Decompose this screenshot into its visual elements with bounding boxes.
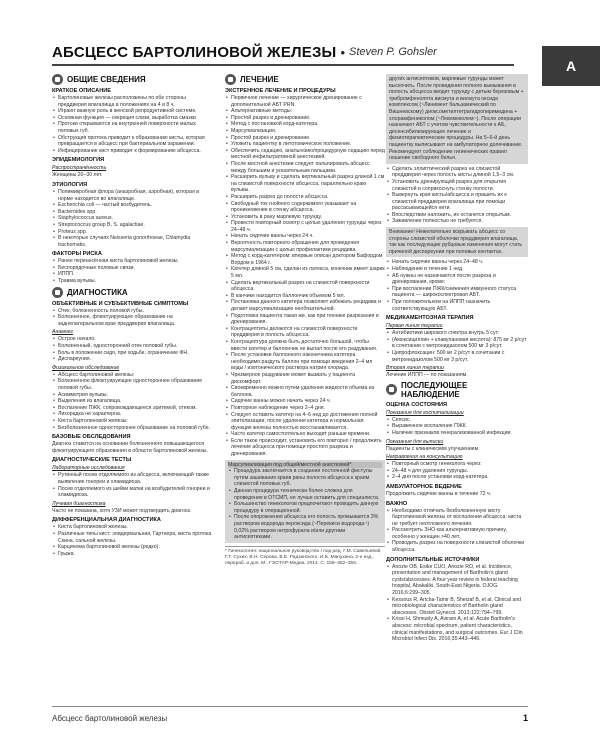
hospitalization-list [386,417,528,437]
list-item: • Альтернативные методы: [231,108,385,115]
steps-list [225,135,385,254]
list-item: • Обеспечить седацию, анальгезию/процедурную седацию перед местной инфильтративной анестезией. [231,148,385,161]
list-item: • Беспорядочные половые связи. [58,265,212,272]
anamnesis-list [52,336,212,362]
list-item: • Следует оставить катетер на 4–6 нед до достижения полной эпителизации; после удаления катетера и нормальная функция железы полностью восстанавливается. [231,412,385,432]
alphabet-tab: А [542,46,600,86]
list-item: • Метод с корд-катетером: впервые описан доктором Бафордом Вордом в 1964 г. [231,253,385,266]
footer-title: Абсцесс бартолиновой железы [52,714,168,723]
list-item: • Krissi H, Shmuely A, Aviram A, et al. Acute Bartholin's abscess: microbial spectrum, patient characteristics, clinical manifestations, and surgical outcomes. Eur J Clin Microbiol Infect Dis. 2016;35:443–446. [392,616,528,642]
column-1 [52,72,212,692]
subheading-hospitalization: Показания для госпитализации [386,409,464,416]
list-item: • Расширить разрез до полости абсцесса. [231,194,385,201]
paragraph: Пациенты с клиническим улучшением. [386,445,480,452]
list-item: • Anozie OB, Esike CUO, Anozie RO, et al. Incidence, presentation and management of Bartholin's gland cysts/abscesses: A four year review in federal teaching hospital, Abakaliki, South-East Nigeria. OJOG. 2016;6:299–305. [392,564,528,597]
list-item: • Протоки открываются на внутренней поверхности малых половых губ. [58,121,212,134]
list-item: • Абсцесс бартолиновой железы: [58,372,212,379]
list-item: • Необходимо отличать безболезненную кисту бартолиновой железы от воспаления абсцесса; киста не требует неотложного лечения. [392,508,528,528]
column-2 [225,72,385,692]
list-item: • Начать сидячие ванны через 24–48 ч. [392,259,528,266]
list-item: • После местной анестезии следует пальпировать абсцесс между большим и указательным пальцами. [231,161,385,174]
list-item: • Киста бартолиновой железы: [58,418,212,425]
list-item: • Сделать вертикальный разрез на слизистой поверхности абсцесса. [231,280,385,293]
list-item: • Обструкция протока приводит к образованию кисты, которая превращается в абсцесс при бактериальном заражении. [58,135,212,148]
section-title: ПОСЛЕДУЮЩЕЕ НАБЛЮДЕНИЕ [401,380,468,399]
list-item: • Своевременно можно путем удаления жидкости объема из баллона. [231,385,385,398]
heading-references: ДОПОЛНИТЕЛЬНЫЕ ИСТОЧНИКИ [386,556,480,563]
list-item: • Основная функция — секреция слизи, выработка смазки. [58,115,212,122]
after-list [386,259,528,312]
title-bar [52,40,514,66]
list-item: • Staphylococcus aureus. [58,215,212,222]
list-item: • Proteus spp. [58,229,212,236]
list-item: • Рассмотреть ЗНО как альтернативную причину, особенно у женщин >40 лет. [392,527,528,540]
list-item: • При воспалении ПЖК/снижения иммунного статуса пациента — широкоспектровая АБТ. [392,286,528,299]
list-item: • Свободный ток гнойного содержимого указывает на проникновение в стенку абсцесса. [231,201,385,214]
paragraph: Лечение ИППП — по показаниям. [386,372,468,379]
title-separator: • [340,44,345,60]
list-item: • Контрацептура должна быть достаточно большой, чтобы ввести катетер и баллончик не выпал после его раздувания. [231,339,385,352]
heading-short-description: КРАТКОЕ ОПИСАНИЕ [52,88,112,94]
section-diagnostics [52,287,212,298]
heading-urgent: ЭКСТРЕННОЕ ЛЕЧЕНИЕ И ПРОЦЕДУРЫ [225,88,336,94]
heading-important: ВАЖНО [386,500,408,507]
list-item: • При положительном на ИППП назначить соответствующую АБТ. [392,299,528,312]
list-item: • В канчике находится баллончик объемом 5 мл. [231,293,385,300]
section-follow-up [386,381,528,399]
list-item: • Подготовка пациента такая же, как при технике разрезания и дренирования. [231,313,385,326]
list-item: • Болезненное, флюктуирующее образование на заднелатеральном крае преддверия влагалища. [58,314,212,327]
continuation-box [386,74,528,164]
list-item: • Уложить пациентку в литотомическое положение. [231,141,385,148]
section-icon [52,74,63,85]
urgent-list [225,95,385,135]
list-item: • Лихорадка не характерна. [58,411,212,418]
risk-list [52,258,212,284]
list-item: • Антибиотики широкого спектра внутрь 5 сут: [392,330,528,337]
list-item: • Посев отделяемого из шейки матки на возбудителей гонореи и хламидиоза. [58,486,212,499]
paragraph: Диагноз ставится на основании болезненного повышающегося флюктуирующего образования в области бартолиновой железы. [52,441,208,454]
heading-ambulatory: АМБУЛАТОРНОЕ ВЕДЕНИЕ [386,483,462,490]
marsupialization-box [225,460,385,543]
paragraph: Часто не показана, хотя УЗИ может подтвердить диагноз. [52,507,192,514]
list-item: • АБ нужны не назначаются после разреза и дренирования, кроме: [392,273,528,286]
list-item: • Начать сидячие ванны через 24 ч. [231,233,385,240]
marsupialization-list [228,468,382,541]
list-item: • Сделать эллиптический разрез на слизистой преддверия через полость кисты длиной 1,5–3 см. [392,166,528,179]
page-footer [52,706,528,723]
list-item: • Bacteroides spp. [58,209,212,216]
section-general [52,74,212,85]
subheading-consultation: Направления на консультацию [386,454,463,461]
author-name: Steven P. Gohsler [349,46,437,58]
symptoms-list [52,308,212,328]
page-title: АБСЦЕСС БАРТОЛИНОВОЙ ЖЕЛЕЗЫ [52,43,337,61]
list-item: • Ранее перенесённая киста бартолиновой железы. [58,258,212,265]
list-item: • Kessous R, Aricha-Tamir B, Sheizaf B, et al. Clinical and microbiological characteristics of Bartholin gland abscesses. Obstet Gynecol. 2013;122:794–799. [392,597,528,617]
etiology-list [52,189,212,248]
list-item: • ИППП. [58,271,212,278]
heading-epidemiology: ЭПИДЕМИОЛОГИЯ [52,157,105,164]
footnote: * Гинекология: национальное руководство / под ред. Г.М. Савельевой, Г.Т. Сухих, В.Н. Серова, В.Е. Радзинского, И.Б. Манухина. 2-е изд., перераб. и доп. М.: ГЭОТАР-Медиа, 2014. С. 158–352–355. [225,546,385,567]
list-item: • Ципрофлоксацин: 500 мг 2 р/сут в сочетании с метронидазолом 500 мг 3 р/сут. [392,350,528,363]
list-item: • Грыжа. [58,551,212,558]
list-item: • Выраженное воспаление ПЖК. [392,423,528,430]
subheading-anamnesis: Анамнез [52,329,73,336]
section-icon [52,287,63,298]
heading-tests: ДИАГНОСТИЧЕСКИЕ ТЕСТЫ [52,457,132,464]
list-item: • После установки баллонного наконечника катетера необходимо раздуть баллон при помощи введения 2–4 мл воды / изотонического раствора натрия хлорида. [231,352,385,372]
section-title: ЛЕЧЕНИЕ [240,75,279,84]
subheading-discharge: Показания для выписки [386,438,444,445]
heading-base-exams: БАЗОВЫЕ ОБСЛЕДОВАНИЯ [52,434,131,441]
list-item: • Безболезненное одностороннее образование на половой губе. [58,425,212,432]
list-item: • 2–4 дня после установки корд-катетера. [392,474,528,481]
paragraph: других антисептиков, марлевые турунды может выскочить. После проведения полного вымывания в полость абсцесса вводят турунду с детым березовым + трибромфенолята висмута и висмута оксида комплексом (~Линимент бальзамический по Вишневскому) диоксометилтетрагидропиримидина + хлорамфениколом (~Левомеколем~). После операции назначают АБТ с учетом чувствительности к АБ, десенсибилизирующее лечение и физиотерапевтические процедуры. На 5–6-й день пациентку выписывают на амбулаторное долечивание. Рекомендуют соблюдение гигиенических правил ношение свободного белья. [389,76,524,162]
column-3 [386,72,528,692]
list-item: • Сепсис. [392,417,528,424]
list-item: • Escherichia coli — частый возбудитель. [58,202,212,209]
list-item: • Различные типы кист: эпидермальная, Гартнера, киста протока Скина, сальной железы. [58,531,212,544]
list-item: • Повторное наблюдение через 2–4 дня. [231,405,385,412]
list-item: • Острое начало. [58,336,212,343]
list-item: • Марсупиализация. [231,128,385,135]
list-item: • Заживление полностью не требуется. [392,218,528,225]
list-item: • Простой разрез и дренирование. [231,135,385,142]
list-item: • 24–48 ч для удаления турунды. [392,468,528,475]
list-item: • Боль в положении сидя, при ходьбе, ограничение ФН. [58,350,212,357]
first-line-list [386,330,528,363]
list-item: • Катетер длиной 5 см, сделан из латекса, конечник имеет шарик 5 мл. [231,266,385,279]
list-item: • Проводить разрез на поверхности слизистой оболочки абсцесса. [392,540,528,553]
list-item: • Рутинный посев отделяемого из абсцесса, включающий также выявление гонореи и хламидиоза. [58,472,212,485]
heading-symptoms: ОБЪЕКТИВНЫЕ И СУБЪЕКТИВНЫЕ СИМПТОМЫ [52,300,189,307]
section-treatment [225,74,385,85]
list-item: • В некоторых случаях Neisseria gonorrhoeae, Chlamydia trachomatis. [58,235,212,248]
catheter-list [225,253,385,457]
list-item: • Травма вульвы. [58,278,212,285]
subheading-physical-exam: Физикальное обследование [52,364,120,371]
list-item: • Процедура заключается в создании постоянной фистулы путем зашивания краев раны полости абсцесса к краям слизистой половых губ. [234,468,382,488]
subheading-imaging: Лучевая диагностика [52,500,106,507]
list-item: • Часто катетер самостоятельно выходит раньше времени. [231,431,385,438]
list-item: • Первичное лечение — хирургическое дренирование с дополнительной АБТ PRN. [231,95,385,108]
list-item: • Инфицирование кист приводит к формированию абсцесса. [58,148,212,155]
consultation-list [386,461,528,481]
section-title: ДИАГНОСТИКА [67,287,128,297]
list-item: • Установить в рану марлевую турунду. [231,214,385,221]
subheading-prevalence: Распространённость [52,165,107,172]
list-item: • Наблюдение в течение 1 нед. [392,266,528,273]
paragraph: Продолжить сидячие ванны в течение 72 ч. [386,490,492,497]
list-item: • Болезненный, односторонний отек половой губы. [58,343,212,350]
list-item: • Отек, болезненность половой губы. [58,308,212,315]
list-item: • Асимметрия вульвы. [58,392,212,399]
physical-exam-list [52,372,212,431]
heading-etiology: ЭТИОЛОГИЯ [52,181,88,188]
box-heading: Марсупиализация под общей/местной анестезией* [228,462,382,469]
attention-box [386,227,528,257]
list-item: • Полимикробная флора (анаэробная, аэробная), которая в норме находится во влагалище. [58,189,212,202]
list-item: • Метод с постановкой корд-катетера. [231,121,385,128]
section-icon [386,384,397,395]
list-item: • Большинство гинекологов предпочитают проводить данную процедуру в операционной. [234,501,382,514]
list-item: • Наличие признаков генерализованной инфекции. [392,430,528,437]
list-item: • Впоследствии наложить, их останется открытым. [392,212,528,219]
list-item: • Контрацептиты делаются на слизистой поверхности преддверия в полость абсцесса. [231,326,385,339]
list-item: • Провести повторный осмотр с целью удаления турунды через 24–48 ч. [231,220,385,233]
list-item: • Болезненное флюктуирующее одностороннее образование половой губы. [58,378,212,391]
section-icon [225,74,236,85]
list-item: • Играют важную роль в женской репродуктивной системе. [58,108,212,115]
heading-medication: МЕДИКАМЕНТОЗНАЯ ТЕРАПИЯ [386,315,474,322]
page-number: 1 [522,713,528,723]
list-item: • Бартолиновые железы расположены по обе стороны преддверия влагалища в положениях на 4 и 8 ч. [58,95,212,108]
paragraph: Женщины 20–30 лет. [52,172,103,179]
subheading-second-line: Вторая линия терапии [386,365,444,372]
list-item: • Выделения из влагалища. [58,398,212,405]
list-item: • Сидячие ванны можно начать через 24 ч. [231,398,385,405]
subheading-first-line: Первая линия терапии [386,323,443,330]
list-item: • Киста бартолиновой железы. [58,524,212,531]
important-list [386,508,528,554]
differential-list [52,524,212,557]
heading-differential: ДИФФЕРЕНЦИАЛЬНАЯ ДИАГНОСТИКА [52,517,161,524]
list-item: • Вероятность повторного обращения для проведения марсупиализации с целью профилактики рецидива. [231,240,385,253]
list-item: • После опорожнения абсцесса его полость промывается 3% раствором водорода пероксида (~Перекиси водорода~) 0,02% раствором нитрофурала и/или другими антисептиками. [234,514,382,540]
subheading-lab: Лабораторные исследования [52,465,125,472]
list-item: • Если такое происходит, установить его повторно / продолжить лечение абсцесса при помощи простого разреза и дренирования. [231,438,385,458]
list-item: • Чрезмерное раздувание может вызвать у пациента дискомфорт. [231,372,385,385]
list-item: • Карцинома бартолиновой железы (редко). [58,544,212,551]
list-item: • Воспаление ПЖК, сопровождающееся эритемой, отеком. [58,405,212,412]
list-item: • Простой разрез и дренирование. [231,115,385,122]
references-list [386,564,528,643]
list-item: • Диспареуния. [58,356,212,363]
section-title: ОБЩИЕ СВЕДЕНИЯ [67,75,146,84]
list-item: • Вывернуть края кисты/абсцесса и пришить их к слизистой преддверия влагалища при помощи рассасывающейся нити. [392,192,528,212]
list-item: • Расширить вульву и сделать вертикальный разрез длиной 1 см на слизистой поверхности абсцесса, параллельно краю вульвы. [231,174,385,194]
heading-evaluation: ОЦЕНКА СОСТОЯНИЯ [386,401,448,408]
attention-text: Внимание! Нежелательно вскрывать абсцесс со стороны слизистой оболочки преддверия влагалища, так как последующие рубцовые изменения могут стать причиной диспареунии при половых контактах. [389,229,523,255]
list-item: • Постановка данного катетера позволяет избежать рецидива и делает марсупиализацию необязательной. [231,299,385,312]
heading-risk-factors: ФАКТОРЫ РИСКА [52,251,102,258]
list-item: • (Амоксициллин + клавулановая кислота): 875 мг 2 р/сут в сочетании с метронидазолом 500 мг 3 р/сут. [392,337,528,350]
list-item: • Streptococcus group B, S. agalactiae. [58,222,212,229]
list-item: • Установить дренирующий разрез для открытия слизистой и соприкоснуть стенку полости. [392,179,528,192]
list-item: • Повторный осмотр гинеколога через: [392,461,528,468]
marsup-steps-list [386,166,528,225]
list-item: • Данная процедура технически более сложна для проведения в ОТСМП, ее лучше оставить для специалиста. [234,488,382,501]
lab-list [52,472,212,498]
short-description-list [52,95,212,154]
